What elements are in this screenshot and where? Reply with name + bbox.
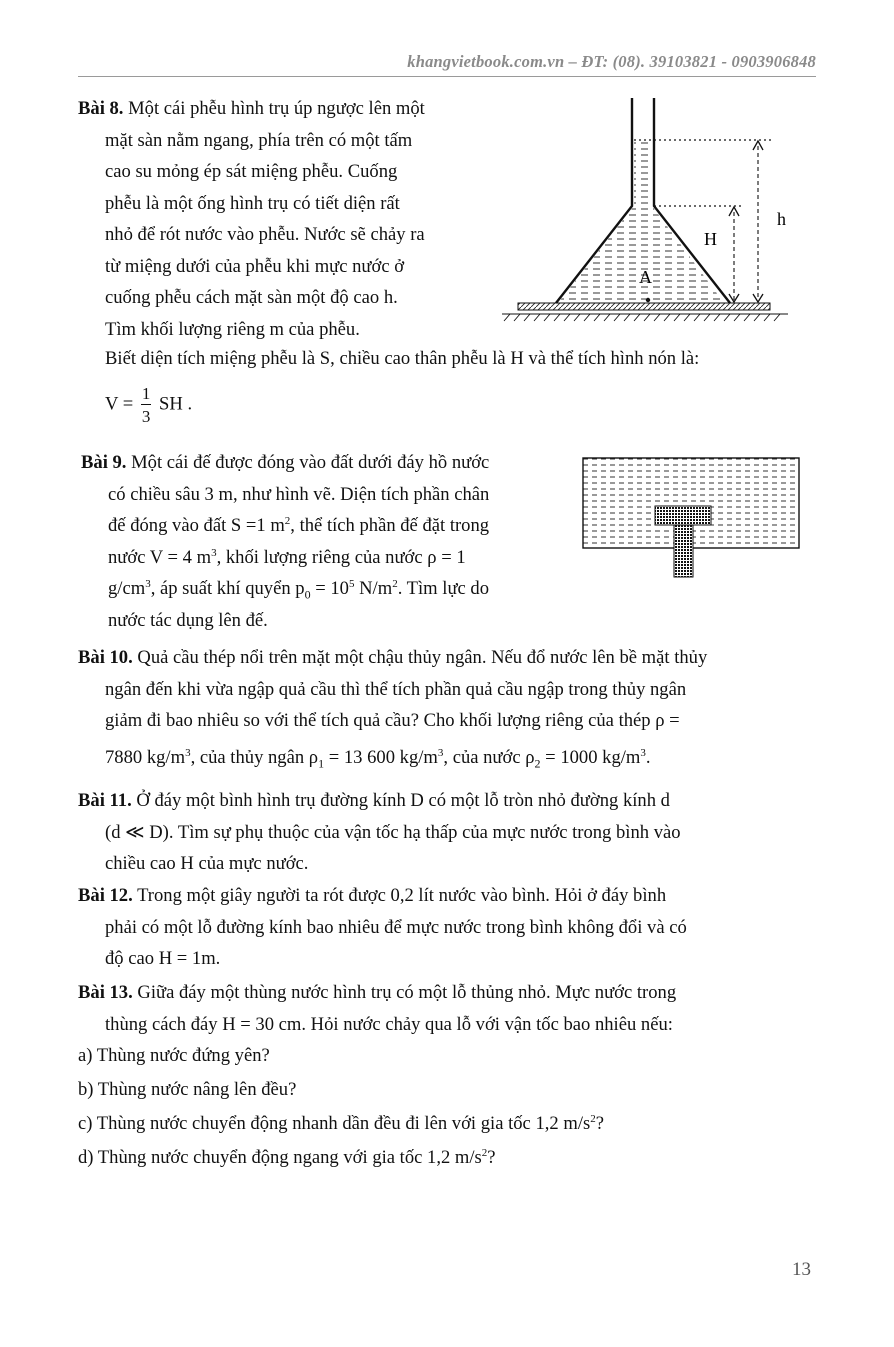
superscript: 3 (211, 546, 217, 559)
text-span: . (645, 747, 651, 768)
subscript: 0 (304, 587, 311, 602)
problem-10-label: Bài 10. (78, 647, 133, 668)
problem-8-label: Bài 8. (78, 98, 124, 119)
point-A (646, 298, 650, 302)
text-line: phễu là một ống hình trụ có tiết diện rất (105, 192, 400, 214)
subscript: 2 (534, 756, 541, 771)
text-span: = 10 (310, 578, 349, 599)
text-line: nhỏ để rót nước vào phễu. Nước sẽ chảy ra (105, 224, 425, 245)
problem-12-text (78, 880, 816, 975)
text-line (81, 542, 563, 574)
label-A: A (639, 267, 652, 287)
text-line: Một cái đế được đóng vào đất dưới đáy hồ nước (131, 452, 490, 473)
text-line: Trong một giây người ta rót được 0,2 lít nước vào bình. Hỏi ở đáy bình (137, 885, 667, 906)
problem-10-data-line (105, 747, 651, 769)
problem-9-label: Bài 9. (81, 452, 127, 473)
text-span: nước V = 4 m (108, 546, 212, 568)
superscript: 3 (640, 746, 646, 759)
cone-water (558, 206, 724, 303)
text-line: cuống phễu cách mặt sàn một độ cao h. (105, 287, 398, 308)
text-line: (d ≪ D). Tìm sự phụ thuộc của vận tốc hạ thấp của mực nước trong bình vào (105, 821, 681, 843)
text-line: độ cao H = 1m. (105, 948, 221, 969)
text-line: nước tác dụng lên đế. (108, 609, 268, 631)
text-line: phải có một lỗ đường kính bao nhiêu để mực nước trong bình không đổi và có (105, 916, 687, 938)
problem-13-item-d (78, 1147, 496, 1169)
label-h: h (777, 209, 786, 229)
funnel-figure (496, 92, 800, 324)
text-line: Tìm khối lượng riêng m của phễu. (105, 318, 360, 340)
problem-13-label: Bài 13. (78, 982, 133, 1003)
text-line: Quả cầu thép nổi trên mặt một chậu thủy ngân. Nếu đổ nước lên bề mặt thủy (137, 647, 708, 668)
superscript: 2 (284, 514, 291, 527)
superscript: 3 (437, 746, 444, 759)
text-span: , của nước ρ (443, 747, 535, 768)
problem-13-item-c (78, 1113, 604, 1135)
formula-lhs: V = (105, 393, 134, 415)
text-line: chiều cao H của mực nước. (105, 853, 309, 874)
problem-13-item-a: a) Thùng nước đứng yên? (78, 1045, 270, 1066)
problem-13-text (78, 977, 816, 1040)
fraction-denominator: 3 (141, 407, 151, 426)
superscript: 2 (392, 577, 398, 590)
fraction-numerator: 1 (141, 384, 151, 403)
text-span: 7880 kg/m (105, 747, 186, 768)
problem-10-text (78, 642, 816, 737)
floor-plate (518, 303, 770, 310)
text-span: ? (595, 1113, 604, 1134)
text-span: N/m (354, 578, 393, 599)
text-line: cao su mỏng ép sát miệng phễu. Cuống (105, 161, 398, 182)
text-line (81, 573, 563, 605)
text-span: = 13 600 kg/m (324, 747, 438, 768)
text-span: c) Thùng nước chuyển động nhanh dần đều đi lên với gia tốc 1,2 m/s (78, 1113, 591, 1134)
superscript: 2 (481, 1146, 488, 1159)
text-line: từ miệng dưới của phễu khi mực nước ở (105, 255, 405, 277)
superscript: 2 (590, 1112, 596, 1125)
page-number: 13 (792, 1259, 811, 1280)
text-line (81, 510, 563, 542)
header-rule (78, 76, 816, 77)
text-line: giảm đi bao nhiêu so với thể tích quả cầu? Cho khối lượng riêng của thép ρ = (105, 710, 680, 731)
stem-water (634, 140, 652, 206)
text-line: có chiều sâu 3 m, như hình vẽ. Diện tích phần chân (108, 483, 490, 505)
problem-9-text (81, 447, 563, 636)
problem-8-text (78, 93, 490, 345)
base-top-block (655, 506, 711, 525)
problem-12-label: Bài 12. (78, 885, 133, 906)
text-span: , của thủy ngân ρ (190, 747, 319, 768)
label-H: H (704, 229, 717, 249)
pond-base-figure (582, 456, 802, 580)
formula-rhs: SH . (159, 393, 193, 415)
text-span: , áp suất khí quyển p (150, 578, 305, 599)
text-span: , khối lượng riêng của nước ρ = 1 (216, 546, 466, 568)
text-line: ngân đến khi vừa ngập quả cầu thì thể tích phần quả cầu ngập trong thủy ngân (105, 678, 687, 700)
fraction-one-third (141, 385, 152, 425)
text-line: Giữa đáy một thùng nước hình trụ có một lỗ thủng nhỏ. Mực nước trong (137, 982, 677, 1003)
text-line: thùng cách đáy H = 30 cm. Hỏi nước chảy qua lỗ với vận tốc bao nhiêu nếu: (105, 1013, 673, 1035)
ground-hatching (504, 314, 780, 321)
text-span: đế đóng vào đất S =1 m (108, 515, 285, 536)
superscript: 3 (145, 577, 151, 590)
problem-8-given: Biết diện tích miệng phễu là S, chiều cao thân phễu là H và thể tích hình nón là: (105, 348, 700, 369)
text-span: ? (487, 1147, 496, 1168)
problem-13-item-b: b) Thùng nước nâng lên đều? (78, 1079, 297, 1100)
text-span: g/cm (108, 578, 146, 599)
superscript: 5 (348, 577, 355, 590)
text-span: = 1000 kg/m (540, 747, 641, 768)
problem-11-label: Bài 11. (78, 790, 132, 811)
text-span: . Tìm lực do (397, 578, 490, 599)
text-span: d) Thùng nước chuyển động ngang với gia tốc 1,2 m/s (78, 1147, 482, 1168)
text-line: Một cái phễu hình trụ úp ngược lên một (128, 98, 425, 119)
cone-volume-formula (105, 385, 192, 425)
text-line: Ở đáy một bình hình trụ đường kính D có một lỗ tròn nhỏ đường kính d (136, 790, 670, 811)
text-span: , thể tích phần đế đặt trong (290, 515, 490, 536)
superscript: 3 (185, 746, 191, 759)
problem-11-text (78, 785, 816, 880)
subscript: 1 (318, 756, 325, 771)
page-header: khangvietbook.com.vn – ĐT: (08). 39103821 - 0903906848 (407, 52, 816, 71)
base-stem (674, 525, 693, 577)
text-line: mặt sàn nằm ngang, phía trên có một tấm (105, 129, 413, 151)
